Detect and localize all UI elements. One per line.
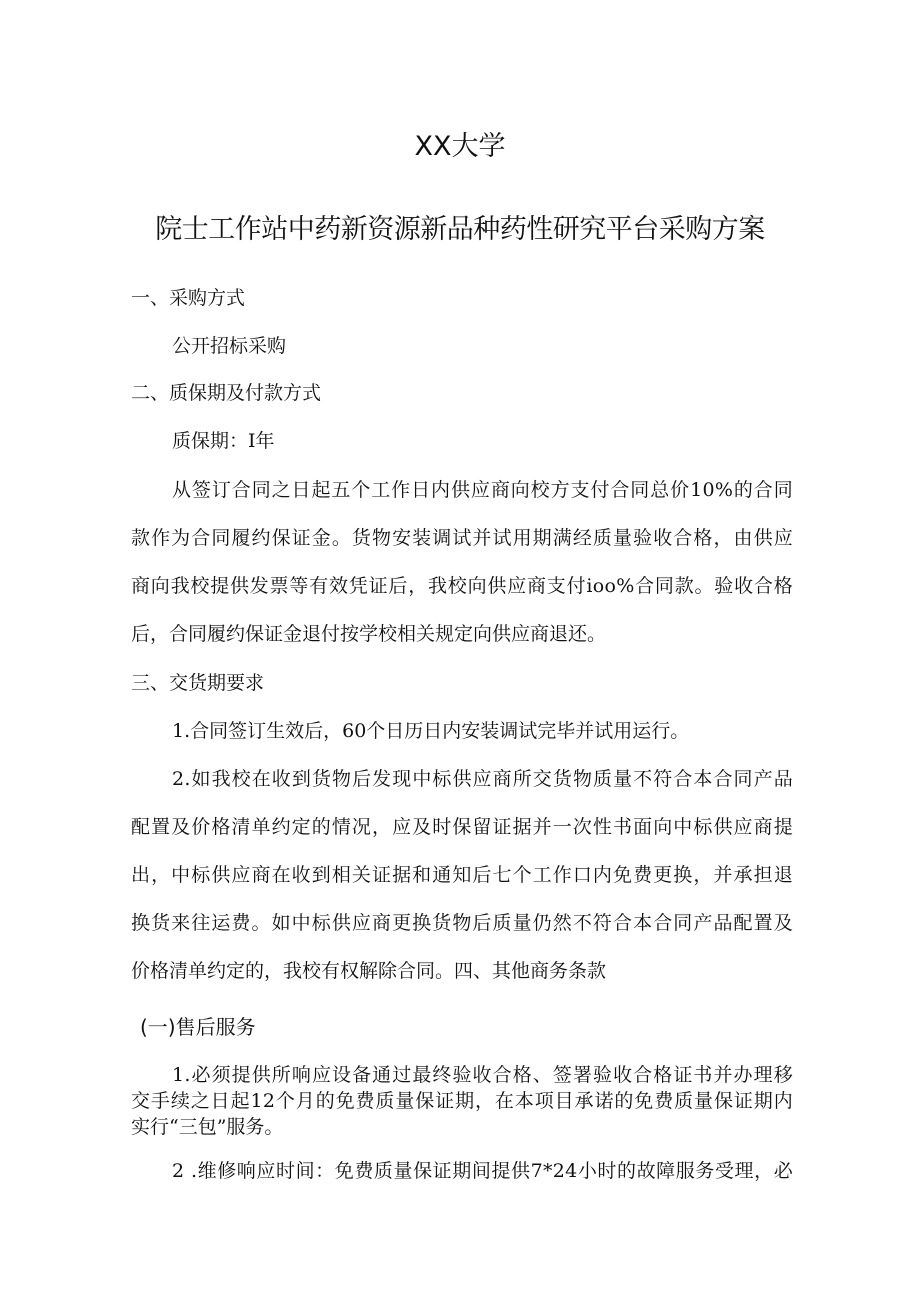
subsection-1-item-2-line: 2 .维修响应时间：免费质量保证期间提供7*24小时的故障服务受理，必 bbox=[172, 1160, 793, 1182]
document-title: XX大学 bbox=[414, 131, 506, 162]
section-1-body: 公开招标采购 bbox=[172, 335, 287, 357]
subsection-1-heading: (一)售后服务 bbox=[140, 1015, 256, 1039]
section-1-heading: 一、采购方式 bbox=[131, 287, 246, 309]
section-3-item-2-line: 换货来往运费。如中标供应商更换货物后质量仍然不符合本合同产品配置及 bbox=[131, 912, 793, 934]
subsection-1-item-1-line: 实行“三包”服务。 bbox=[131, 1116, 284, 1138]
section-3-item-2-line: 2.如我校在收到货物后发现中标供应商所交货物质量不符合本合同产品 bbox=[172, 768, 793, 790]
section-3-item-2-line: 配置及价格清单约定的情况，应及时保留证据并一次性书面向中标供应商提 bbox=[131, 816, 793, 838]
section-2-paragraph-line: 款作为合同履约保证金。货物安装调试并试用期满经质量验收合格，由供应 bbox=[131, 527, 793, 549]
section-2-paragraph-line: 商向我校提供发票等有效凭证后，我校向供应商支付ioo%合同款。验收合格 bbox=[131, 575, 793, 597]
subsection-1-item-1-line: 1.必须提供所响应设备通过最终验收合格、签署验收合格证书并办理移 bbox=[172, 1064, 793, 1086]
section-3-heading: 三、交货期要求 bbox=[131, 672, 265, 694]
subsection-1-item-1-line: 交手续之日起12个月的免费质量保证期，在本项目承诺的免费质量保证期内 bbox=[131, 1090, 793, 1112]
section-2-heading: 二、质保期及付款方式 bbox=[131, 382, 322, 404]
section-3-item-2-line: 出，中标供应商在收到相关证据和通知后七个工作口内免费更换，并承担退 bbox=[131, 864, 793, 886]
section-2-paragraph-line: 后，合同履约保证金退付按学校相关规定向供应商退还。 bbox=[131, 623, 607, 645]
section-2-warranty: 质保期：I年 bbox=[172, 430, 275, 452]
section-3-item-1: 1.合同签订生效后，60个日历日内安装调试完毕并试用运行。 bbox=[172, 720, 690, 742]
section-2-paragraph-line: 从签订合同之日起五个工作日内供应商向校方支付合同总价10%的合同 bbox=[172, 479, 793, 501]
document-subtitle: 院士工作站中药新资源新品种药性研究平台采购方案 bbox=[155, 214, 765, 245]
section-3-item-2-line: 价格清单约定的，我校有权解除合同。四、其他商务条款 bbox=[131, 960, 607, 982]
